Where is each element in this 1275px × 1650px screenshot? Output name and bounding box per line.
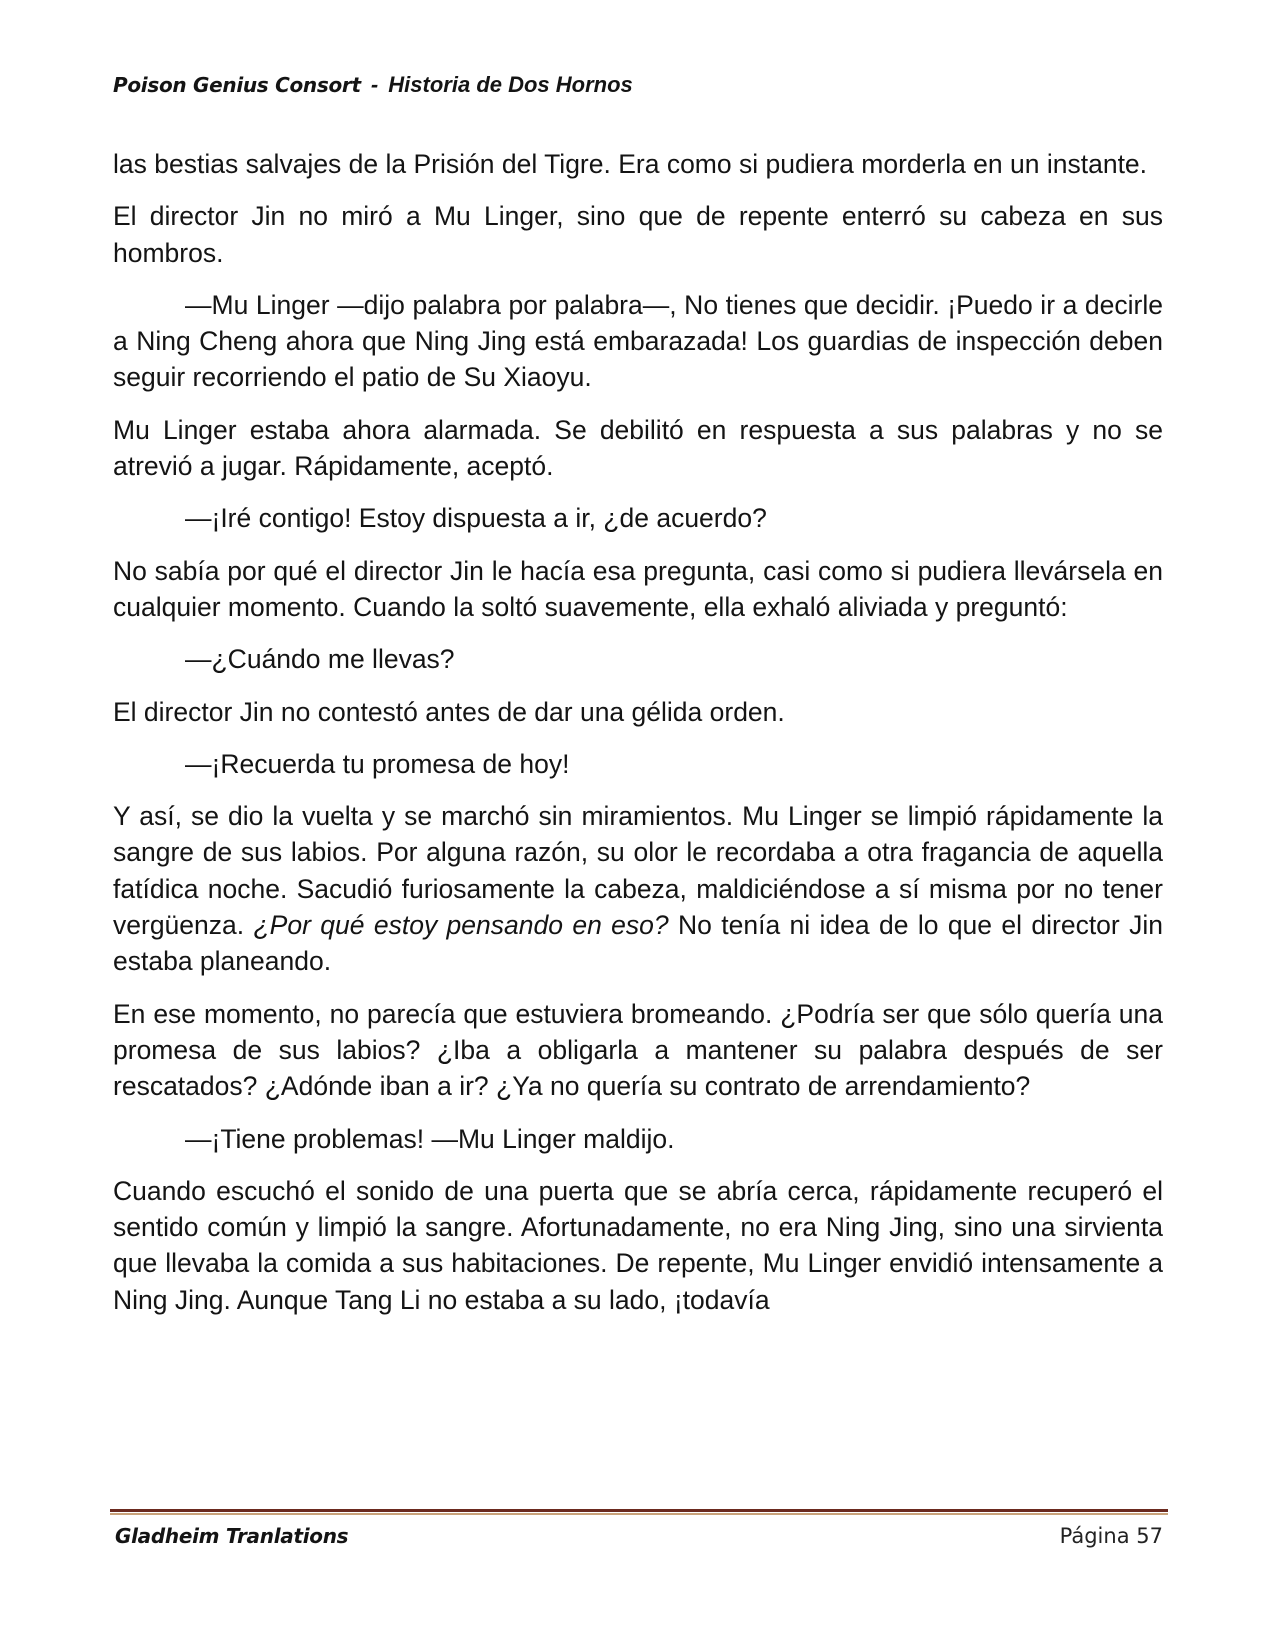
italic-thought: ¿Por qué estoy pensando en eso? [253,910,669,941]
page-number-value: 57 [1136,1524,1163,1548]
footer-divider [110,1509,1168,1516]
chapter-title: Historia de Dos Hornos [388,72,633,97]
paragraph: Cuando escuchó el sonido de una puerta que se abría cerca, rápidamente recuperó el sentido común y limpió la sangre. Afortunadamente, no era Ning Jing, sino una sirvienta que llevaba la comida a sus habitaciones. De repente, Mu Linger envidió intensamente a Ning Jing. Aunque Tang Li no estaba a su lado, ¡todavía [113,1175,1163,1315]
paragraph-text: Y así, se dio la vuelta y se marchó sin miramientos. Mu Linger se limpió rápidamente la sangre de sus labios. Por alguna razón, su olor le recordaba a otra fragancia de aquella fatídica noche. Sacudió furiosamente la cabeza, maldiciéndose a sí misma por no tener vergüenza. [113,801,1163,941]
paragraph-text: No tenía ni idea de lo que el director Jin estaba planeando. [113,910,1163,977]
dialogue-paragraph: —¡Iré contigo! Estoy dispuesta a ir, ¿de acuerdo? [185,503,767,534]
paragraph: No sabía por qué el director Jin le hacía esa pregunta, casi como si pudiera llevársela en cualquier momento. Cuando la soltó suavemente, ella exhaló aliviada y preguntó: [113,555,1163,622]
header-separator: - [370,72,379,97]
page-number [1060,1524,1163,1548]
page-header [113,72,633,98]
dialogue-paragraph: —Mu Linger —dijo palabra por palabra—, No tienes que decidir. ¡Puedo ir a decirle a Ning Cheng ahora que Ning Jing está embarazada! Los guardias de inspección deben seguir recorriendo el patio de Su Xiaoyu. [113,289,1163,393]
paragraph: Mu Linger estaba ahora alarmada. Se debilitó en respuesta a sus palabras y no se atrevió a jugar. Rápidamente, aceptó. [113,414,1163,482]
page-body [113,146,1163,1334]
paragraph: En ese momento, no parecía que estuviera bromeando. ¿Podría ser que sólo quería una promesa de sus labios? ¿Iba a obligarla a mantener su palabra después de ser rescatados? ¿Adónde iban a ir? ¿Ya no quería su contrato de arrendamiento? [113,998,1163,1102]
paragraph: El director Jin no miró a Mu Linger, sino que de repente enterró su cabeza en sus hombros. [113,201,1163,268]
book-title: Poison Genius Consort [113,73,361,97]
paragraph: las bestias salvajes de la Prisión del Tigre. Era como si pudiera morderla en un instante. [113,149,1148,179]
dialogue-paragraph: —¿Cuándo me llevas? [185,644,455,675]
dialogue-paragraph: —¡Tiene problemas! —Mu Linger maldijo. [185,1123,675,1154]
page-label: Página [1059,1524,1130,1548]
paragraph: El director Jin no contestó antes de dar una gélida orden. [113,696,785,727]
footer-divider-light [110,1513,1168,1515]
paragraph-with-italic [113,798,1163,979]
dialogue-paragraph: —¡Recuerda tu promesa de hoy! [185,748,570,779]
footer-credit: Gladheim Tranlations [115,1524,349,1548]
